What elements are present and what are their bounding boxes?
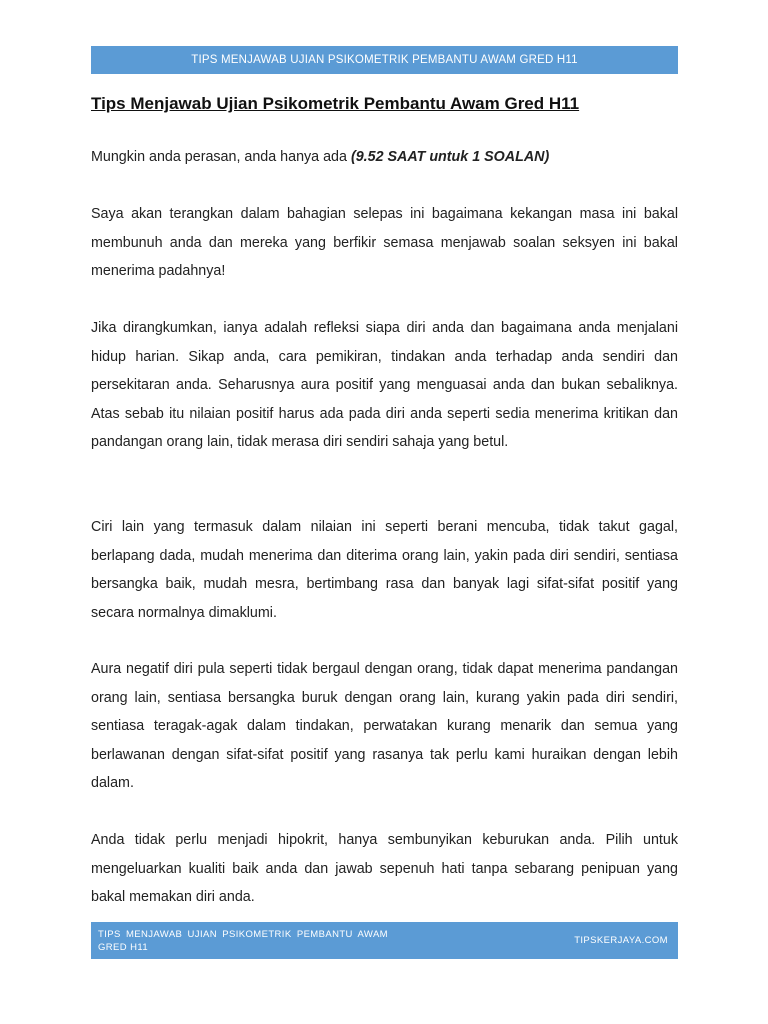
footer-left-text: TIPS MENJAWAB UJIAN PSIKOMETRIK PEMBANTU AWAM GRED H11 <box>98 929 388 953</box>
body-paragraph-4: Aura negatif diri pula seperti tidak bergaul dengan orang, tidak dapat menerima pandangan orang lain, sentiasa bersangka buruk dengan orang lain, kurang yakin pada diri sendiri, sentiasa teragak-agak dalam tindakan, perwatakan kurang menarik dan semua yang berlawanan dengan sifat-sifat positif yang rasanya tak perlu kami huraikan dengan lebih dalam. <box>91 661 678 791</box>
footer-banner <box>91 922 678 959</box>
header-banner <box>91 46 678 74</box>
intro-emphasis: (9.52 SAAT untuk 1 SOALAN) <box>350 149 550 165</box>
intro-paragraph <box>91 143 678 172</box>
body-paragraph-1: Saya akan terangkan dalam bahagian selepas ini bagaimana kekangan masa ini bakal membunuh anda dan mereka yang berfikir semasa menjawab soalan seksyen ini bakal menerima padahnya! <box>91 206 678 279</box>
header-banner-text: TIPS MENJAWAB UJIAN PSIKOMETRIK PEMBANTU AWAM GRED H11 <box>191 54 578 66</box>
intro-text: Mungkin anda perasan, anda hanya ada <box>91 149 351 165</box>
body-paragraph-5: Anda tidak perlu menjadi hipokrit, hanya sembunyikan keburukan anda. Pilih untuk mengeluarkan kualiti baik anda dan jawab sepenuh hati tanpa sebarang penipuan yang bakal memakan diri anda. <box>91 832 678 905</box>
footer-site-link: TIPSKERJAYA.COM <box>574 935 668 946</box>
document-title: Tips Menjawab Ujian Psikometrik Pembantu Awam Gred H11 <box>91 94 580 113</box>
body-paragraph-2: Jika dirangkumkan, ianya adalah refleksi siapa diri anda dan bagaimana anda menjalani hidup harian. Sikap anda, cara pemikiran, tindakan anda terhadap anda sendiri dan persekitaran anda. Seharusnya aura positif yang menguasai anda dan bukan sebaliknya. Atas sebab itu nilaian positif harus ada pada diri anda seperti sedia menerima kritikan dan pandangan orang lain, tidak merasa diri sendiri sahaja yang betul. <box>91 320 678 450</box>
body-paragraph-3: Ciri lain yang termasuk dalam nilaian ini seperti berani mencuba, tidak takut gagal, berlapang dada, mudah menerima dan diterima orang lain, yakin pada diri sendiri, sentiasa bersangka baik, mudah mesra, bertimbang rasa dan banyak lagi sifat-sifat positif yang secara normalnya dimaklumi. <box>91 519 678 621</box>
